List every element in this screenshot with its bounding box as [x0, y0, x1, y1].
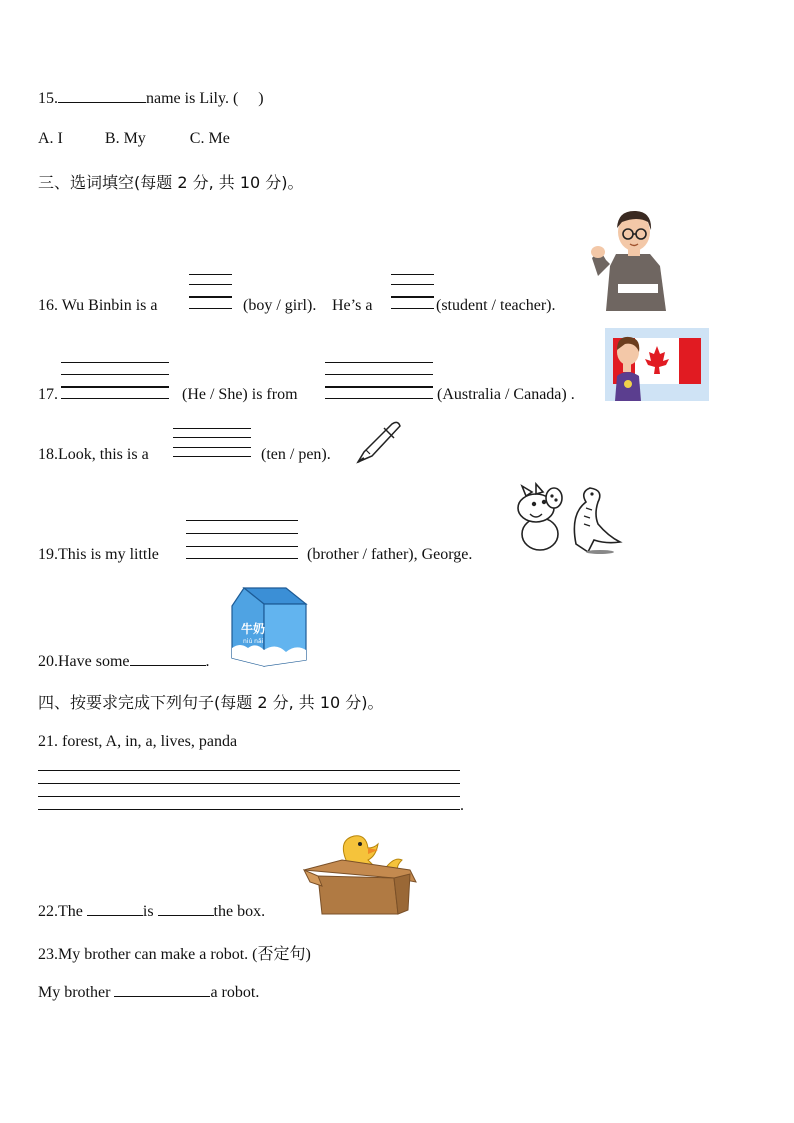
section3-heading: 三、选词填空(每题 2 分, 共 10 分)。: [38, 173, 304, 192]
q15-option-a[interactable]: A. I: [38, 130, 63, 147]
q22-end: the box.: [213, 903, 266, 920]
q22-line: [38, 901, 265, 921]
duck-in-box-picture: [302, 830, 416, 916]
q15-text: name is Lily.: [146, 90, 229, 107]
q16-choice-1: (boy / girl).: [243, 297, 317, 314]
pen-picture: [354, 418, 402, 464]
q23-lead: My brother: [38, 984, 111, 1001]
q23-blank[interactable]: [114, 982, 210, 997]
q23-prompt: 23.My brother can make a robot. (否定句): [38, 946, 311, 963]
q17-choice-2: (Australia / Canada) .: [437, 386, 575, 403]
canada-flag-picture: [605, 328, 709, 401]
q22-mid: is: [142, 903, 154, 920]
q19-lead: 19.This is my little: [38, 546, 159, 563]
q22-blank-1[interactable]: [87, 901, 143, 916]
q21-end: .: [460, 797, 464, 814]
q18-choice: (ten / pen).: [261, 446, 331, 463]
q17-choice-1: (He / She) is from: [182, 386, 298, 403]
q17-number: 17.: [38, 386, 58, 403]
q15-line: [38, 88, 264, 108]
q16-blank-2[interactable]: [391, 274, 434, 310]
q22-blank-2[interactable]: [158, 901, 214, 916]
q16-choice-2: (student / teacher).: [436, 297, 556, 314]
q15-options: [38, 130, 230, 148]
q21-answer-lines[interactable]: [38, 770, 460, 812]
q23-end: a robot.: [210, 984, 260, 1001]
george-pig-picture: [510, 484, 622, 556]
q19-blank[interactable]: [186, 520, 298, 560]
q21-prompt: 21. forest, A, in, a, lives, panda: [38, 733, 238, 750]
q15-number: 15.: [38, 90, 58, 107]
q15-blank[interactable]: [58, 88, 146, 103]
q15-option-b[interactable]: B. My: [104, 130, 146, 147]
q20-blank[interactable]: [130, 651, 206, 666]
q16-lead: 16. Wu Binbin is a: [38, 297, 158, 314]
q23-answer-line: [38, 982, 259, 1002]
q18-lead: 18.Look, this is a: [38, 446, 149, 463]
q17-blank-1[interactable]: [61, 362, 169, 400]
boy-teacher-picture: [588, 206, 678, 314]
q16-blank-1[interactable]: [189, 274, 232, 310]
q22-lead: 22.The: [38, 903, 83, 920]
q15-answer-paren[interactable]: ( ): [232, 90, 264, 107]
q20-line: [38, 651, 210, 671]
q16-mid: He’s a: [332, 297, 373, 314]
milk-label-pinyin: niú nǎi: [243, 638, 264, 645]
q20-end: .: [205, 653, 210, 670]
section4-heading: 四、按要求完成下列句子(每题 2 分, 共 10 分)。: [38, 693, 384, 712]
q20-lead: 20.Have some: [38, 653, 130, 670]
q19-choice: (brother / father), George.: [307, 546, 473, 563]
q18-blank[interactable]: [173, 428, 251, 458]
q17-blank-2[interactable]: [325, 362, 433, 400]
q15-option-c[interactable]: C. Me: [189, 130, 230, 147]
milk-label-hanzi: 牛奶: [241, 622, 266, 636]
